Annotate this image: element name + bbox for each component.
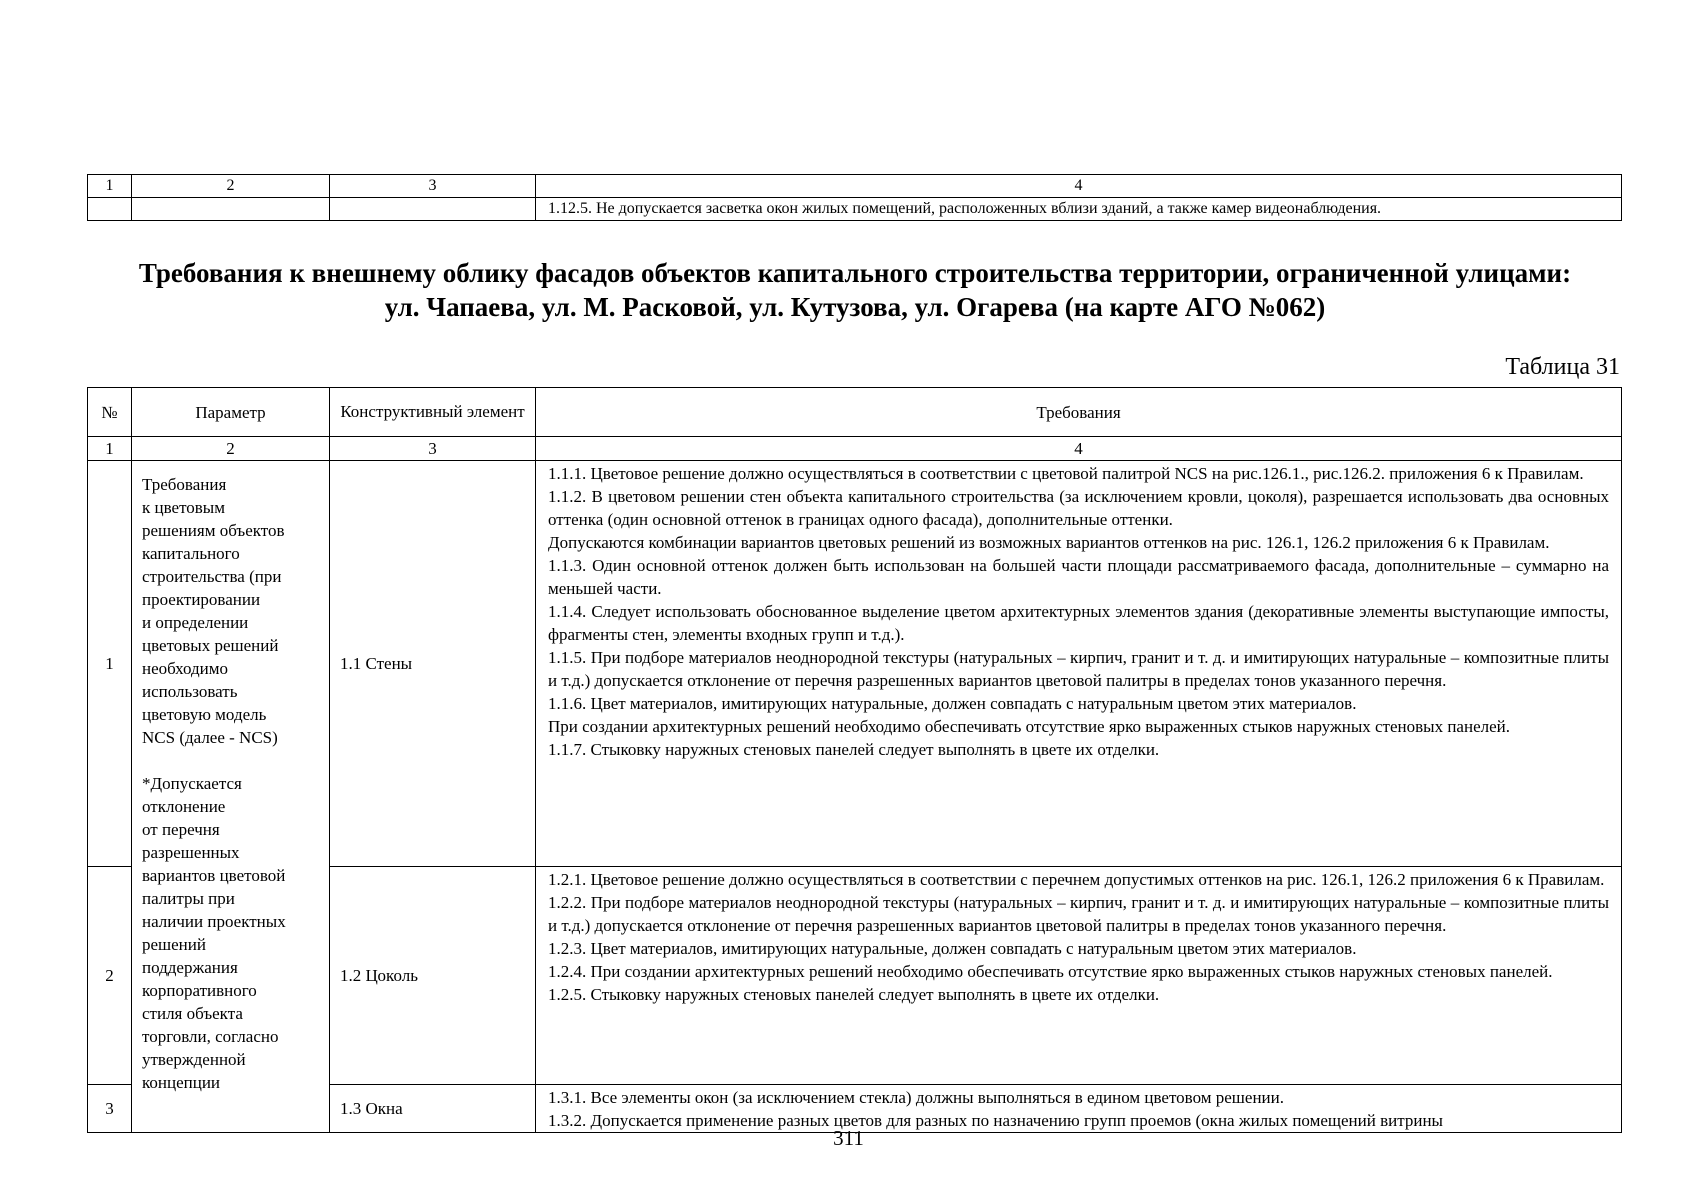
parameter-text	[142, 461, 326, 1094]
requirement-item: 1.2.1. Цветовое решение должно осуществляться в соответствии с перечнем допустимых оттенков на рис. 126.1, 126.2 приложения 6 к Правилам.	[548, 870, 1605, 890]
column-header-element: Конструктивный элемент	[330, 388, 536, 437]
param-note-line: стиля объекта	[142, 1004, 243, 1023]
param-note-line: разрешенных	[142, 843, 240, 862]
parameter-cell	[132, 461, 330, 1133]
table-label: Таблица 31	[1505, 354, 1620, 380]
element-cell: 1.1 Стены	[330, 461, 536, 867]
param-line: Требования	[142, 475, 227, 494]
requirements-cell	[536, 461, 1622, 867]
param-note-line: решений	[142, 935, 206, 954]
requirements-table	[87, 436, 1622, 1133]
param-line: решениям объектов	[142, 521, 285, 540]
element-cell: 1.2 Цоколь	[330, 867, 536, 1085]
requirements-cell	[536, 867, 1622, 1085]
section-heading	[60, 256, 1650, 324]
row-number: 1	[88, 461, 132, 867]
parameter-box	[142, 461, 319, 1132]
column-header-param: Параметр	[132, 388, 330, 437]
table-row	[88, 461, 1622, 867]
requirement-item: 1.1.4. Следует использовать обоснованное выделение цветом архитектурных элементов здания (декоративные элементы выступающие импосты, фрагменты стен, элементы входных групп и т.д.).	[548, 602, 1609, 644]
param-line: цветовую модель	[142, 705, 267, 724]
param-note-line: наличии проектных	[142, 912, 286, 931]
param-line: проектировании	[142, 590, 261, 609]
index-cell: 2	[132, 437, 330, 461]
param-note-line: палитры при	[142, 889, 235, 908]
param-note-line: поддержания	[142, 958, 238, 977]
index-cell: 1	[88, 437, 132, 461]
param-note-line: концепции	[142, 1073, 221, 1092]
requirement-item: 1.1.3. Один основной оттенок должен быть использован на большей части площади рассматриваемого фасада, дополнительные – суммарно на меньшей части.	[548, 556, 1609, 598]
param-line: необходимо	[142, 659, 229, 678]
empty-cell	[132, 198, 330, 221]
previous-table-fragment	[87, 174, 1622, 221]
index-cell: 4	[536, 437, 1622, 461]
row-number: 3	[88, 1084, 132, 1132]
param-line: и определении	[142, 613, 249, 632]
table-index-row	[88, 437, 1622, 461]
table-row	[88, 198, 1622, 221]
param-line: цветовых решений	[142, 636, 279, 655]
param-note-line: утвержденной	[142, 1050, 246, 1069]
index-cell: 3	[330, 437, 536, 461]
requirement-item: 1.2.5. Стыковку наружных стеновых панелей следует выполнять в цвете их отделки.	[548, 985, 1160, 1005]
param-line: к цветовым	[142, 498, 225, 517]
param-note-line: вариантов цветовой	[142, 866, 286, 885]
requirement-item: 1.1.6. Цвет материалов, имитирующих натуральные, должен совпадать с натуральным цветом этих материалов.	[548, 694, 1357, 713]
requirement-item: 1.2.3. Цвет материалов, имитирующих натуральные, должен совпадать с натуральным цветом этих материалов.	[548, 939, 1357, 959]
requirement-item: 1.2.2. При подборе материалов неоднородной текстуры (натуральных – кирпич, гранит и т. д. и имитирующих натуральные – композитные плиты и т.д.) допускается отклонение от перечня разрешенных вариантов цветовой палитры в пределах тонов указанного перечня.	[548, 893, 1609, 936]
param-note-line: отклонение	[142, 797, 226, 816]
row-number: 2	[88, 867, 132, 1085]
index-cell: 4	[536, 175, 1622, 198]
requirement-item: 1.3.2. Допускается применение разных цветов для разных по назначению групп проемов (окна жилых помещений витрины	[548, 1110, 1443, 1130]
heading-line-1: Требования к внешнему облику фасадов объектов капитального строительства территории, ограниченной улицами:	[138, 258, 1572, 288]
empty-cell	[88, 198, 132, 221]
requirement-cell: 1.12.5. Не допускается засветка окон жилых помещений, расположенных вблизи зданий, а также камер видеонаблюдения.	[536, 198, 1622, 221]
requirements-clip	[548, 1086, 1609, 1131]
param-note-line: от перечня	[142, 820, 220, 839]
page-number: 311	[833, 1126, 864, 1150]
param-line: использовать	[142, 682, 238, 701]
param-line: NCS (далее - NCS)	[142, 728, 278, 747]
requirement-item: 1.1.7. Стыковку наружных стеновых панелей следует выполнять в цвете их отделки.	[548, 740, 1160, 759]
param-note-line: корпоративного	[142, 981, 257, 1000]
heading-line-2: ул. Чапаева, ул. М. Расковой, ул. Кутузова, ул. Огарева (на карте АГО №062)	[384, 292, 1326, 322]
column-header-num: №	[88, 388, 132, 437]
header-row	[88, 388, 1622, 437]
requirement-item: 1.1.2. В цветовом решении стен объекта капитального строительства (за исключением кровли, цоколя), разрешается использовать два основных оттенка (один основной оттенок в границах одного фасада), дополнительные оттенки.	[548, 487, 1609, 529]
requirement-item: 1.2.4. При создании архитектурных решений необходимо обеспечивать отсутствие ярко выраженных стыков наружных стеновых панелей.	[548, 962, 1553, 982]
table-header	[87, 387, 1622, 437]
table-index-row	[88, 175, 1622, 198]
param-line: строительства (при	[142, 567, 282, 586]
requirement-item: 1.1.1. Цветовое решение должно осуществляться в соответствии с цветовой палитрой NCS на рис.126.1., рис.126.2. приложения 6 к Правилам.	[548, 464, 1584, 483]
index-cell: 1	[88, 175, 132, 198]
column-header-requirements: Требования	[536, 388, 1622, 437]
requirement-item: При создании архитектурных решений необходимо обеспечивать отсутствие ярко выраженных стыков наружных стеновых панелей.	[548, 717, 1510, 736]
index-cell: 3	[330, 175, 536, 198]
element-cell: 1.3 Окна	[330, 1084, 536, 1132]
param-note-line: торговли, согласно	[142, 1027, 279, 1046]
requirement-item: 1.3.1. Все элементы окон (за исключением стекла) должны выполняться в едином цветовом решении.	[548, 1087, 1284, 1107]
index-cell: 2	[132, 175, 330, 198]
param-line: капитального	[142, 544, 240, 563]
empty-cell	[330, 198, 536, 221]
requirement-item: Допускаются комбинации вариантов цветовых решений из возможных вариантов оттенков на рис. 126.1, 126.2 приложения 6 к Правилам.	[548, 533, 1550, 552]
param-note-line: *Допускается	[142, 774, 242, 793]
requirement-item: 1.1.5. При подборе материалов неоднородной текстуры (натуральных – кирпич, гранит и т. д. и имитирующих натуральные – композитные плиты и т.д.) допускается отклонение от перечня разрешенных вариантов цветовой палитры в пределах тонов указанного перечня.	[548, 648, 1609, 690]
